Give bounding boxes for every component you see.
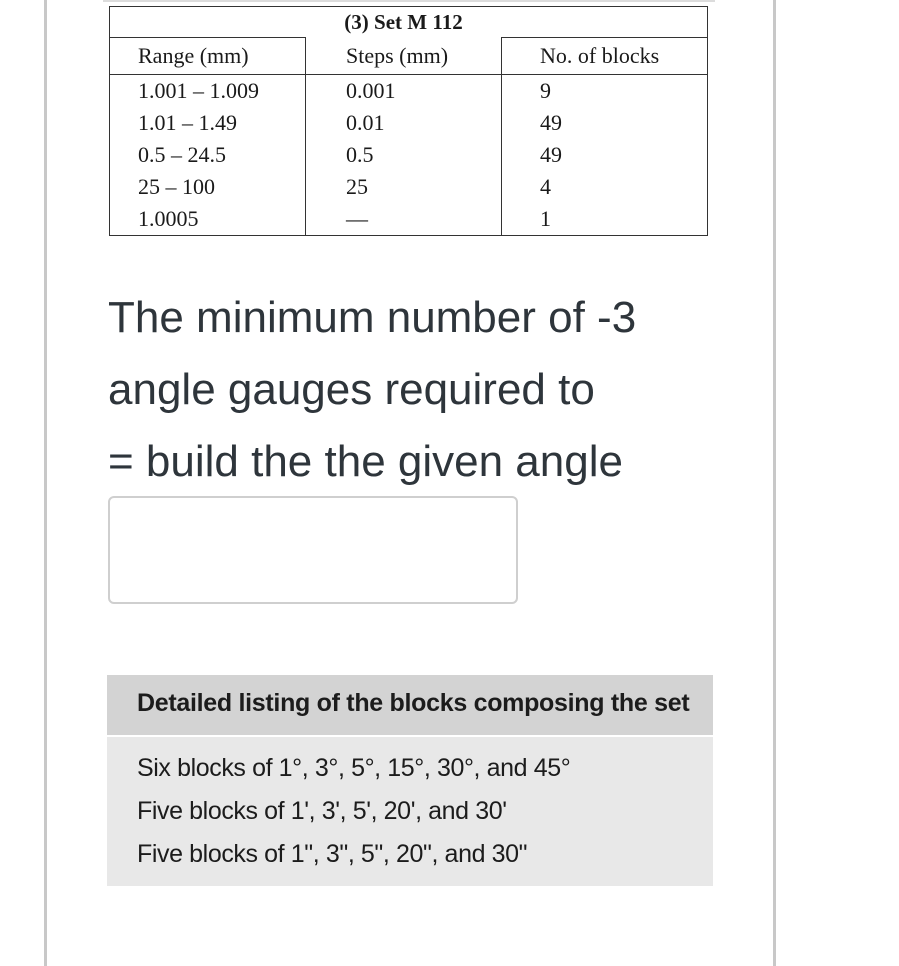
header-range: Range (mm) [110, 38, 306, 75]
table-row [110, 107, 708, 139]
cell-steps: 0.001 [306, 75, 502, 108]
header-count: No. of blocks [502, 38, 708, 75]
table-row [110, 171, 708, 203]
cell-count: 4 [502, 171, 708, 203]
cell-steps: 0.01 [306, 107, 502, 139]
frame-border-left [44, 0, 47, 966]
cell-range: 0.5 – 24.5 [110, 139, 306, 171]
cell-count: 49 [502, 139, 708, 171]
list-item: Six blocks of 1°, 3°, 5°, 15°, 30°, and 45° [137, 754, 571, 782]
cell-range: 1.001 – 1.009 [110, 75, 306, 108]
listing-title: Detailed listing of the blocks composing the set [107, 675, 713, 735]
cell-count: 9 [502, 75, 708, 108]
gauge-block-table [109, 6, 708, 236]
top-rule [103, 0, 715, 2]
question-line: angle gauges required to [108, 365, 595, 414]
cell-range: 1.01 – 1.49 [110, 107, 306, 139]
list-item: Five blocks of 1", 3", 5", 20", and 30" [137, 840, 528, 868]
cell-steps: 0.5 [306, 139, 502, 171]
table-row [110, 139, 708, 171]
cell-count: 49 [502, 107, 708, 139]
list-item: Five blocks of 1', 3', 5', 20', and 30' [137, 797, 507, 825]
question-text [108, 282, 728, 498]
cell-steps: 25 [306, 171, 502, 203]
header-steps: Steps (mm) [306, 38, 502, 75]
cell-range: 1.0005 [110, 203, 306, 236]
question-line: = build the the given angle [108, 437, 623, 486]
block-listing-table [107, 675, 713, 886]
cell-count: 1 [502, 203, 708, 236]
table-row [110, 75, 708, 108]
set-title-row [110, 7, 708, 38]
cell-steps: — [306, 203, 502, 236]
table-row [110, 203, 708, 236]
table-header-row [110, 38, 708, 75]
question-line: The minimum number of -3 [108, 293, 637, 342]
listing-body [107, 737, 713, 886]
set-title: (3) Set M 112 [306, 7, 502, 38]
answer-input[interactable] [108, 496, 518, 604]
cell-range: 25 – 100 [110, 171, 306, 203]
frame-border-right [773, 0, 776, 966]
